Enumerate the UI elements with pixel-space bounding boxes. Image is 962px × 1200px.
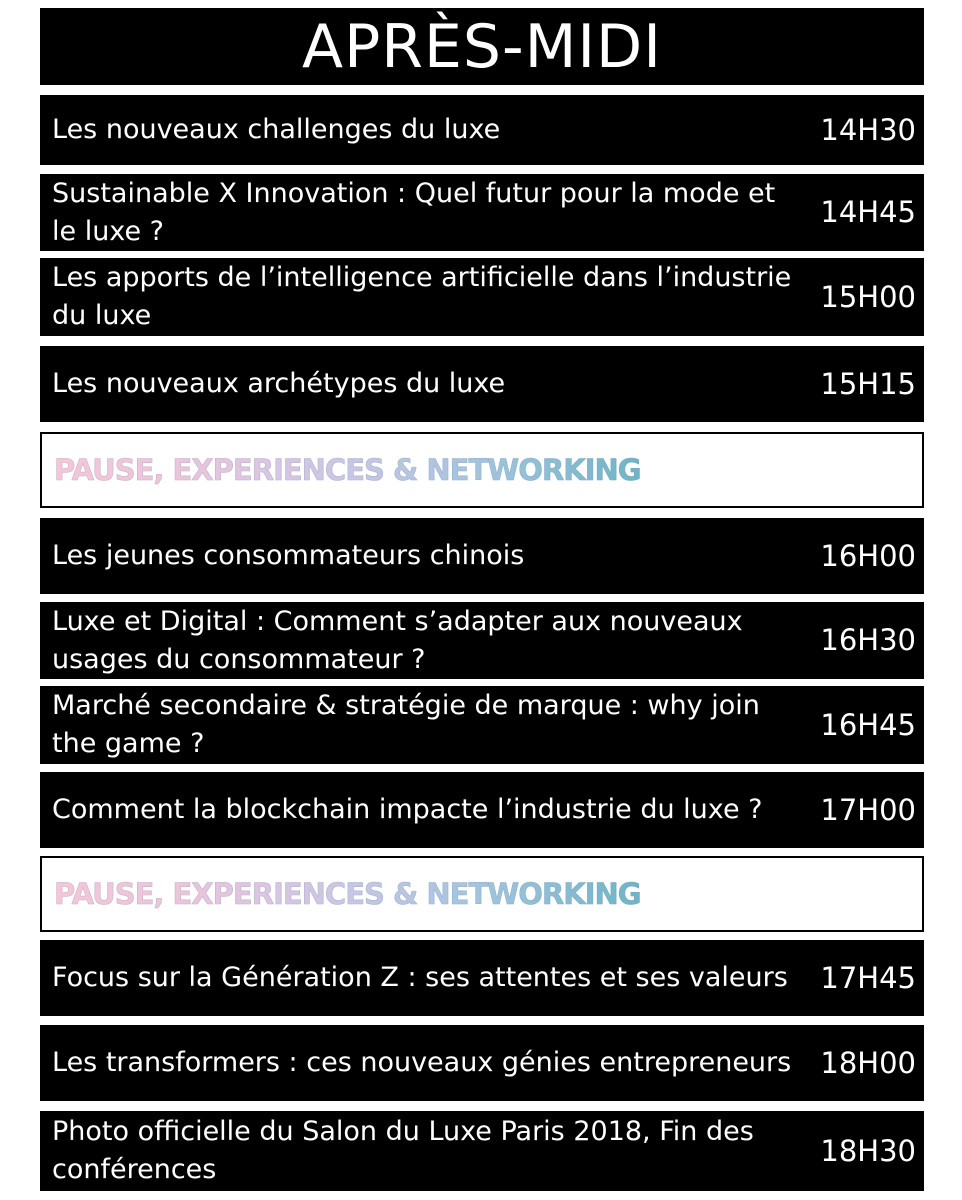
session-time: 18H30 bbox=[820, 1133, 916, 1168]
schedule-row bbox=[40, 258, 924, 336]
session-time: 16H30 bbox=[820, 623, 916, 657]
session-time: 14H30 bbox=[820, 112, 916, 147]
pause-banner bbox=[40, 856, 924, 932]
schedule-row bbox=[40, 346, 924, 422]
schedule-row bbox=[40, 174, 924, 251]
session-time: 15H15 bbox=[820, 366, 916, 401]
session-time: 17H00 bbox=[820, 792, 916, 827]
session-title: Sustainable X Innovation : Quel futur pour la mode et le luxe ? bbox=[52, 177, 776, 247]
session-time: 17H45 bbox=[820, 960, 916, 995]
session-time: 14H45 bbox=[820, 195, 916, 229]
schedule-row bbox=[40, 1111, 924, 1191]
session-time: 15H00 bbox=[820, 279, 916, 314]
session-time: 16H45 bbox=[820, 707, 916, 742]
session-title: Les transformers : ces nouveaux génies entrepreneurs bbox=[52, 1047, 792, 1078]
session-title: Les nouveaux archétypes du luxe bbox=[52, 368, 506, 399]
schedule-row bbox=[40, 95, 924, 165]
session-title: Comment la blockchain impacte l’industrie du luxe ? bbox=[52, 794, 763, 825]
page-header bbox=[40, 8, 924, 85]
schedule-row bbox=[40, 772, 924, 848]
schedule-row bbox=[40, 1025, 924, 1101]
session-title: Focus sur la Génération Z : ses attentes et ses valeurs bbox=[52, 962, 788, 993]
schedule-row bbox=[40, 940, 924, 1016]
session-title: Les apports de l’intelligence artificielle dans l’industrie du luxe bbox=[52, 262, 792, 331]
session-time: 16H00 bbox=[820, 538, 916, 573]
page-title: APRÈS-MIDI bbox=[302, 11, 662, 82]
schedule-row bbox=[40, 686, 924, 764]
session-title: Luxe et Digital : Comment s’adapter aux nouveaux usages du consommateur ? bbox=[52, 605, 743, 675]
session-title: Photo officielle du Salon du Luxe Paris 2018, Fin des conférences bbox=[52, 1116, 754, 1185]
schedule-row bbox=[40, 602, 924, 679]
pause-label: PAUSE, EXPERIENCES & NETWORKING bbox=[54, 877, 641, 911]
pause-label: PAUSE, EXPERIENCES & NETWORKING bbox=[54, 453, 641, 487]
session-title: Les nouveaux challenges du luxe bbox=[52, 114, 501, 145]
session-title: Les jeunes consommateurs chinois bbox=[52, 540, 525, 571]
session-title: Marché secondaire & stratégie de marque : why join the game ? bbox=[52, 690, 760, 759]
schedule-row bbox=[40, 518, 924, 594]
pause-banner bbox=[40, 432, 924, 508]
session-time: 18H00 bbox=[820, 1045, 916, 1080]
